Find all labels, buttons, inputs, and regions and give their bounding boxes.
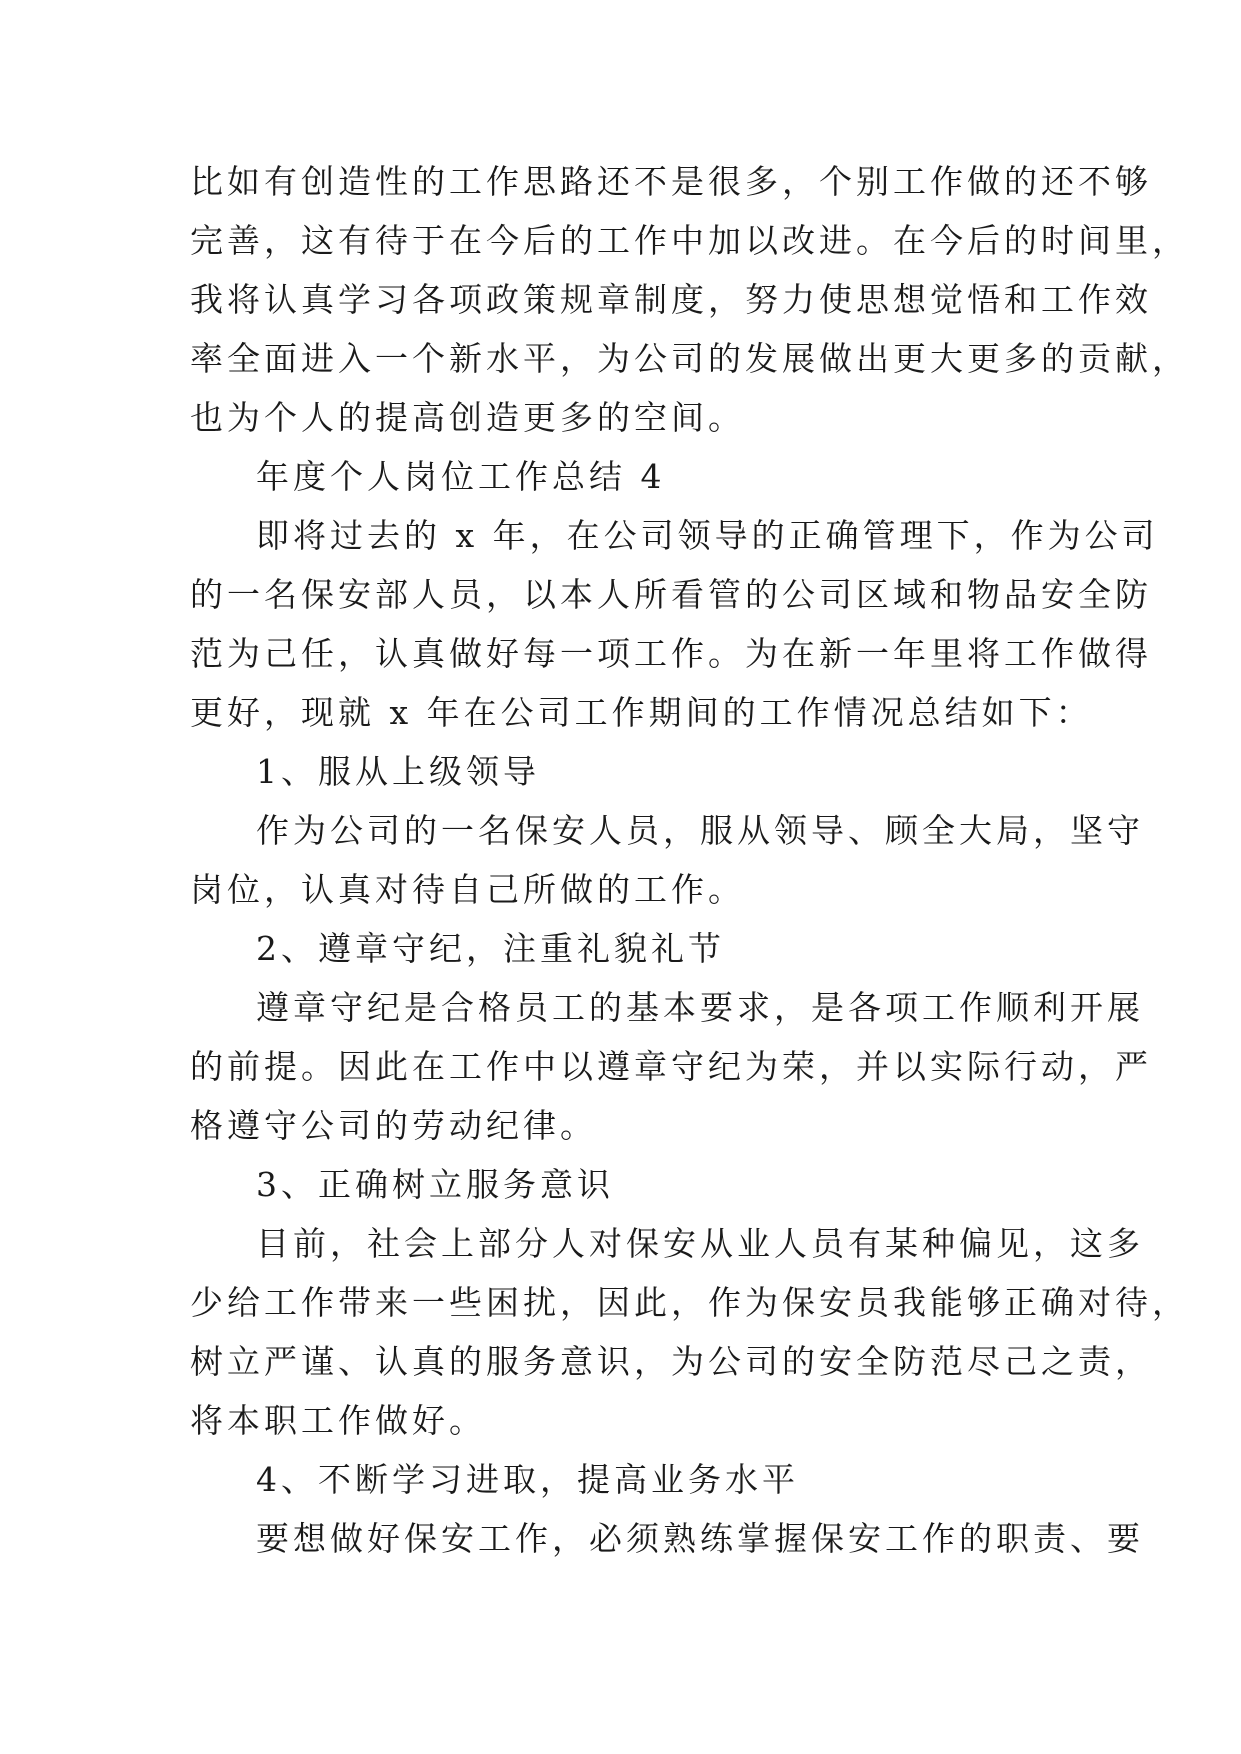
text-line: 我将认真学习各项政策规章制度，努力使思想觉悟和工作效 bbox=[190, 280, 1152, 319]
subheading-4: 4、不断学习进取，提高业务水平 bbox=[256, 1460, 799, 1499]
text-line: 岗位，认真对待自己所做的工作。 bbox=[190, 870, 745, 909]
text-line: 完善，这有待于在今后的工作中加以改进。在今后的时间里， bbox=[190, 221, 1189, 260]
paragraph-start: 即将过去的 x 年，在公司领导的正确管理下，作为公司 bbox=[256, 516, 1159, 555]
text-line: 的一名保安部人员，以本人所看管的公司区域和物品安全防 bbox=[190, 575, 1152, 614]
text-line: 更好，现就 x 年在公司工作期间的工作情况总结如下： bbox=[190, 693, 1093, 732]
paragraph-start: 目前，社会上部分人对保安从业人员有某种偏见，这多 bbox=[256, 1224, 1144, 1263]
text-line: 将本职工作做好。 bbox=[190, 1401, 486, 1440]
text-line: 树立严谨、认真的服务意识，为公司的安全防范尽己之责， bbox=[190, 1342, 1152, 1381]
subheading-2: 2、遵章守纪，注重礼貌礼节 bbox=[256, 929, 725, 968]
text-line: 少给工作带来一些困扰，因此，作为保安员我能够正确对待， bbox=[190, 1283, 1189, 1322]
paragraph-start: 要想做好保安工作，必须熟练掌握保安工作的职责、要 bbox=[256, 1519, 1144, 1558]
document-body bbox=[190, 152, 1189, 1568]
text-line: 率全面进入一个新水平，为公司的发展做出更大更多的贡献， bbox=[190, 339, 1189, 378]
paragraph-start: 作为公司的一名保安人员，服从领导、顾全大局，坚守 bbox=[256, 811, 1144, 850]
text-line: 比如有创造性的工作思路还不是很多，个别工作做的还不够 bbox=[190, 162, 1152, 201]
text-line: 格遵守公司的劳动纪律。 bbox=[190, 1106, 597, 1145]
text-line: 也为个人的提高创造更多的空间。 bbox=[190, 398, 745, 437]
text-line: 的前提。因此在工作中以遵章守纪为荣，并以实际行动，严 bbox=[190, 1047, 1152, 1086]
subheading-1: 1、服从上级领导 bbox=[256, 752, 540, 791]
text-line: 范为己任，认真做好每一项工作。为在新一年里将工作做得 bbox=[190, 634, 1152, 673]
section-heading: 年度个人岗位工作总结 4 bbox=[256, 457, 666, 496]
subheading-3: 3、正确树立服务意识 bbox=[256, 1165, 614, 1204]
paragraph-start: 遵章守纪是合格员工的基本要求，是各项工作顺利开展 bbox=[256, 988, 1144, 1027]
